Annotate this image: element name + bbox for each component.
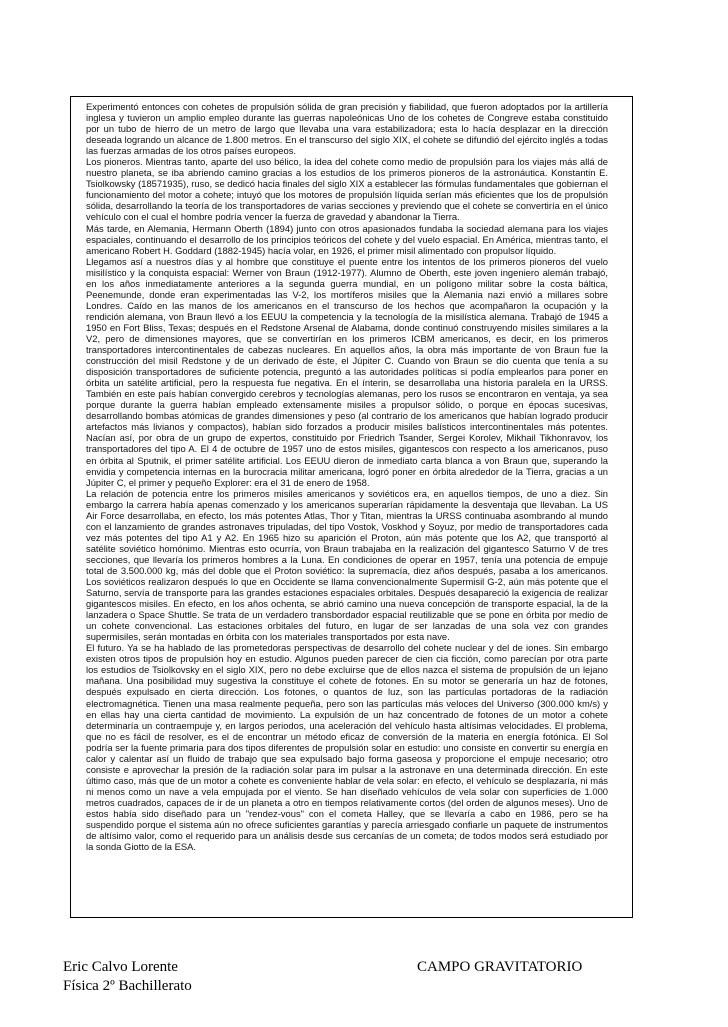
footer-right — [417, 958, 582, 977]
paragraph: Llegamos así a nuestros días y al hombre que constituye el puente entre los intentos de los primeros pioneros del vuelo misilístico y la conquista espacial: Werner von Braun (1912-1977). Alumno de Oberth, este joven ingeniero alemán trabajó, en los años inmediatamente anteriores a la segunda guerra mundial, en un polígono militar sobre la costa báltica, Peenemunde, donde eran experimentadas las V-2, los mortíferos misiles que la Alemania nazi envió a millares sobre Londres. Caído en las manos de los americanos en el transcurso de los hechos que acompañaron la ocupación y la rendición alemana, von Braun llevó a los EEUU la competencia y la tecnología de la misilística alemana. Trabajó de 1945 a 1950 en Fort Bliss, Texas; después en el Redstone Arsenal de Alabama, donde continuó construyendo misiles similares a la V2, pero de dimensiones mayores, que se convertirían en los primeros ICBM americanos, es decir, en los primeros transportadores intercontinentales de cabezas nucleares. En aquellos años, la obra más importante de von Braun fue la construcción del misil Redstone y de un derivado de éste, el Júpiter C. Cuando von Braun se dio cuenta que tenía a su disposición transportadores de suficiente potencia, preguntó a las autoridades políticas si podía emplearlos para poner en órbita un satélite artificial, pero la respuesta fue negativa. En el ínterin, se desarrollaba una historia paralela en la URSS. También en este país habían convergido cerebros y tecnologías alemanas, pero los rusos se encontraron en ventaja, ya sea porque durante la guerra habían empleado extensamente misiles a propulsor sólido, o porque en épocas sucesivas, desarrollando bombas atómicas de grandes dimensiones y peso (al contrario de los americanos que habían logrado producir artefactos más livianos y compactos), habían sido forzados a producir misiles balísticos intercontinentales más potentes. Nacían así, por obra de un grupo de expertos, constituido por Friedrich Tsander, Sergei Korolev, Mikhail Tikhonravov, los transportadores del tipo A. El 4 de octubre de 1957 uno de estos misiles, gigantescos con respecto a los americanos, puso en órbita al Sputnik, el primer satélite artificial. Los EEUU dieron de inmediato carta blanca a von Braun que, superando la envidia y competencia internas en la burocracia militar americana, logró poner en órbita alrededor de la Tierra, gracias a un Júpiter C, el primer y pequeño Explorer: era el 31 de enero de 1958. — [86, 255, 608, 488]
footer-course: Física 2º Bachillerato — [63, 978, 192, 994]
footer-author: Eric Calvo Lorente — [63, 959, 178, 975]
paragraph: El futuro. Ya se ha hablado de las prometedoras perspectivas de desarrollo del cohete nuclear y del de iones. Sin embargo existen otros tipos de propulsión hoy en estudio. Algunos pueden parecer de cien cia ficción, como parecían por otra parte los estudios de Tsiolkovsky en el siglo XIX, pero no debe excluirse que de ellos nazca el sistema de propulsión de un lejano mañana. Una posibilidad muy sugestiva la constituye el cohete de fotones. En su motor se generaría un haz de fotones, después expulsado en cierta dirección. Los fotones, o quantos de luz, son las partículas portadoras de la radiación electromagnética. Tienen una masa realmente pequeña, pero son las partículas más veloces del Universo (300.000 km/s) y en ellas hay una cierta cantidad de movimiento. La expulsión de un haz concentrado de fotones de un motor a cohete determinaría un contraempuje y, en largos periodos, una aceleración del vehículo hasta altísimas velocidades. El problema, que no es fácil de resolver, es el de encontrar un método eficaz de conversión de la materia en energía fotónica. El Sol podría ser la fuente primaria para dos tipos diferentes de propulsión solar en estudio: uno consiste en convertir su energía en calor y calentar así un fluido de trabajo que sea expulsado bajo forma gaseosa y proporcione el empuje necesario; otro consiste e aprovechar la presión de la radiación solar para im pulsar a la astronave en una determinada dirección. En este último caso, más que de un motor a cohete es conveniente hablar de vela solar: en efecto, el vehículo se desplazaría, ni más ni menos como un nave a vela empujada por el viento. Se han diseñado vehículos de vela solar con superficies de 1.000 metros cuadrados, capaces de ir de un planeta a otro en tiempos relativamente cortos (del orden de algunos meses). Uno de estos había sido diseñado para un "rendez-vous" con el cometa Halley, que se llevaría a cabo en 1986, pero se ha suspendido porque el sistema aún no ofrece suficientes garantías y parecía arriesgado confiarle un paquete de instrumentos de altísimo valor, como el requerido para un análisis desde sus cercanías de un cometa; de todos modos será estudiado por la sonda Giotto de la ESA. — [86, 642, 608, 853]
paragraph: Experimentó entonces con cohetes de propulsión sólida de gran precisión y fiabilidad, que fueron adoptados por la artillería inglesa y tuvieron un amplio empleo durante las guerras napoleónicas Uno de los cohetes de Congreve estaba constituido por un tubo de hierro de un metro de largo que llevaba una vara estabilizadora; esta lo hacía desplazar en la dirección deseada logrando un alcance de 1.800 metros. En el transcurso del siglo XIX, el cohete se difundió del ejército inglés a todas las fuerzas armadas de los otros países europeos. — [86, 101, 608, 157]
paragraph: La relación de potencia entre los primeros misiles americanos y soviéticos era, en aquellos tiempos, de uno a diez. Sin embargo la carrera había apenas comenzado y los americanos superarían rápidamente la desventaja que llevaban. La US Air Force desarrollaba, en efecto, los más potentes Atlas, Thor y Titan, mientras la URSS continuaba asombrando al mundo con el lanzamiento de grandes astronaves tripuladas, del tipo Vostok, Voskhod y Soyuz, por medio de transportadores cada vez más potentes del tipo A1 y A2. En 1965 hizo su aparición el Proton, aún más potente que los A2, que transportó al satélite soviético homónimo. Mientras esto ocurría, von Braun trabajaba en la realización del gigantesco Saturno V de tres secciones, que llevaría los primeros hombres a la Luna. En condiciones de operar en 1957, tenía una potencia de empuje total de 3.500.000 kg, más del doble que el Proton soviético: la supremacía, diez años después, pasaba a los americanos. Los soviéticos realizaron después lo que en Occidente se llama convencionalmente Supermisil G-2, aún más potente que el Saturno, servía de transporte para las grandes estaciones espaciales orbitales. Después desapareció la exigencia de realizar gigantescos misiles. En efecto, en los años ochenta, se abrió camino una nueva concepción de transporte espacial, la de la lanzadera o Space Shuttle. Se trata de un verdadero transbordador espacial reutilizable que se pone en órbita por medio de un cohete convencional. Las estaciones orbitales del futuro, en lugar de ser lanzadas de una sola vez con grandes supermisiles, serán montadas en órbita con los materiales transportados por esta nave. — [86, 487, 608, 643]
paragraph: Los pioneros. Mientras tanto, aparte del uso bélico, la idea del cohete como medio de propulsión para los viajes más allá de nuestro planeta, se iba abriendo camino gracias a los estudios de los primeros pioneros de la astronáutica. Konstantin E. Tsiolkowsky (18571935), ruso, se dedicó hacia finales del siglo XIX a establecer las fórmulas fundamentales que gobiernan el funcionamiento del motor a cohete; intuyó que los motores de propulsión líquida serían más eficientes que los de propulsión sólida, desarrollando la teoría de los transportadores de varias secciones y previendo que el cohete se convertiría en el único vehículo con el cual el hombre podría vencer la fuerza de gravedad y abandonar la Tierra. — [86, 156, 608, 223]
footer-topic: CAMPO GRAVITATORIO — [417, 959, 583, 975]
paragraph: Más tarde, en Alemania, Hermann Oberth (1894) junto con otros apasionados fundaba la sociedad alemana para los viajes espaciales, continuando el desarrollo de los principios teóricos del cohete y del vuelo espacial. En América, mientras tanto, el americano Robert H. Goddard (1882-1945) hacía volar, en 1926, el primer misil alimentado con propulsor líquido. — [86, 222, 608, 256]
footer-left — [63, 958, 192, 996]
body-text — [86, 101, 608, 852]
